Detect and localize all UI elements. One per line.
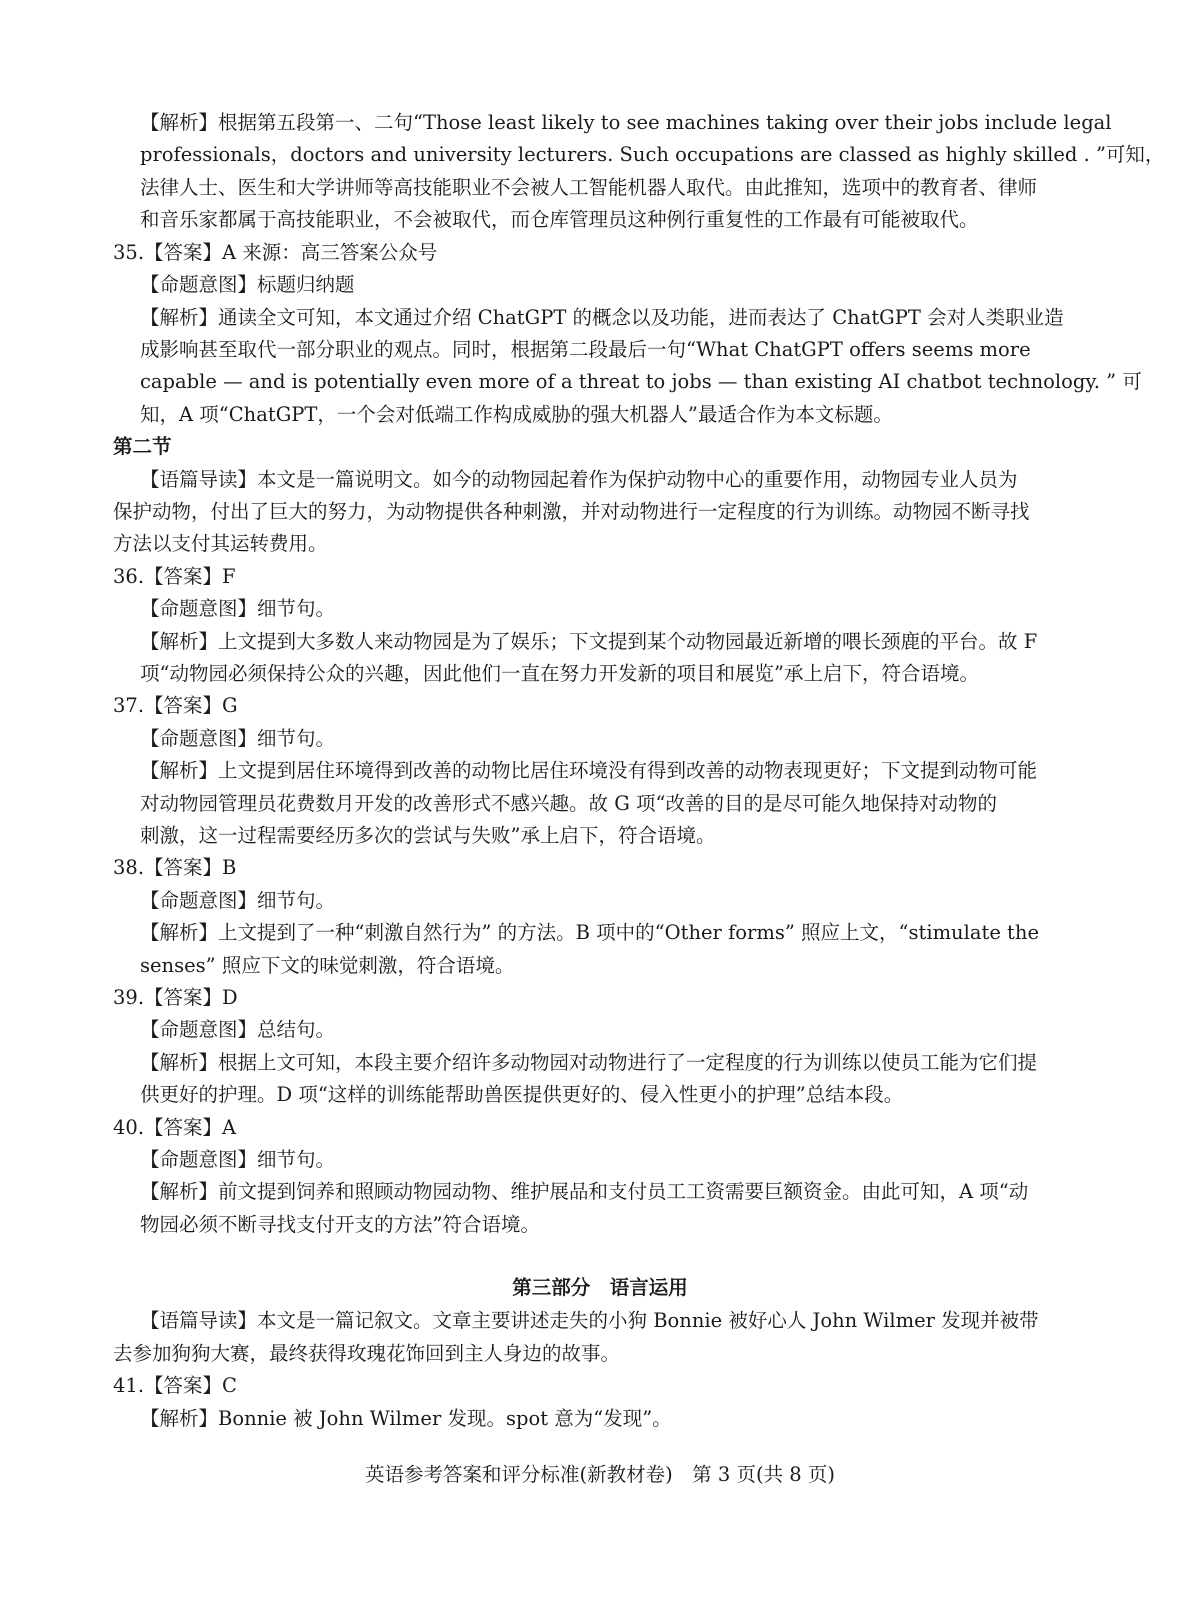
analysis-q39-line1: 【解析】根据上文可知，本段主要介绍许多动物园对动物进行了一定程度的行为训练以使员工能为它们提 bbox=[140, 1051, 1038, 1074]
intent-q35: 【命题意图】标题归纳题 bbox=[140, 273, 355, 296]
answer-q40: 40.【答案】A bbox=[113, 1116, 237, 1139]
section-heading-part2: 第二节 bbox=[113, 435, 172, 458]
intent-q38: 【命题意图】细节句。 bbox=[140, 889, 336, 912]
analysis-q35-line4: 知，A 项“ChatGPT，一个会对低端工作构成威胁的强大机器人”最适合作为本文标题。 bbox=[140, 403, 893, 426]
answer-q36: 36.【答案】F bbox=[113, 565, 236, 588]
intent-q39: 【命题意图】总结句。 bbox=[140, 1018, 336, 1041]
analysis-q37-line3: 刺激，这一过程需要经历多次的尝试与失败”承上启下，符合语境。 bbox=[140, 824, 716, 847]
intent-q37: 【命题意图】细节句。 bbox=[140, 727, 336, 750]
answer-q35: 35.【答案】A 来源：高三答案公众号 bbox=[113, 241, 438, 264]
analysis-q39-line2: 供更好的护理。D 项“这样的训练能帮助兽医提供更好的、侵入性更小的护理”总结本段。 bbox=[140, 1083, 904, 1106]
analysis-q41: 【解析】Bonnie 被 John Wilmer 发现。spot 意为“发现”。 bbox=[140, 1407, 672, 1430]
analysis-q34-line3: 法律人士、医生和大学讲师等高技能职业不会被人工智能机器人取代。由此推知，选项中的教育者、律师 bbox=[140, 176, 1038, 199]
analysis-q34-line2: professionals，doctors and university lecturers. Such occupations are classed as highly skilled . ”可知， bbox=[140, 143, 1165, 166]
analysis-q36-line1: 【解析】上文提到大多数人来动物园是为了娱乐；下文提到某个动物园最近新增的喂长颈鹿的平台。故 F bbox=[140, 630, 1038, 653]
analysis-q35-line1: 【解析】通读全文可知，本文通过介绍 ChatGPT 的概念以及功能，进而表达了 ChatGPT 会对人类职业造 bbox=[140, 306, 1064, 329]
passage-guide-line1: 【语篇导读】本文是一篇说明文。如今的动物园起着作为保护动物中心的重要作用，动物园专业人员为 bbox=[140, 468, 1018, 491]
answer-q39: 39.【答案】D bbox=[113, 986, 238, 1009]
analysis-q34-line4: 和音乐家都属于高技能职业，不会被取代，而仓库管理员这种例行重复性的工作最有可能被取代。 bbox=[140, 208, 979, 231]
analysis-q40-line1: 【解析】前文提到饲养和照顾动物园动物、维护展品和支付员工工资需要巨额资金。由此可知，A 项“动 bbox=[140, 1180, 1029, 1203]
intent-q40: 【命题意图】细节句。 bbox=[140, 1148, 336, 1171]
intent-q36: 【命题意图】细节句。 bbox=[140, 597, 336, 620]
analysis-q35-line2: 成影响甚至取代一部分职业的观点。同时，根据第二段最后一句“What ChatGPT offers seems more bbox=[140, 338, 1031, 361]
analysis-q35-line3: capable — and is potentially even more of a threat to jobs — than existing AI chatbot technology. ” 可 bbox=[140, 370, 1142, 393]
analysis-q37-line1: 【解析】上文提到居住环境得到改善的动物比居住环境没有得到改善的动物表现更好；下文提到动物可能 bbox=[140, 759, 1038, 782]
answer-q38: 38.【答案】B bbox=[113, 856, 237, 879]
answer-q41: 41.【答案】C bbox=[113, 1374, 237, 1397]
analysis-q38-line2: senses” 照应下文的味觉刺激，符合语境。 bbox=[140, 954, 515, 977]
analysis-q40-line2: 物园必须不断寻找支付开支的方法”符合语境。 bbox=[140, 1213, 540, 1236]
passage-guide-line2: 保护动物，付出了巨大的努力，为动物提供各种刺激，并对动物进行一定程度的行为训练。动物园不断寻找 bbox=[113, 500, 1030, 523]
answer-q37: 37.【答案】G bbox=[113, 694, 238, 717]
analysis-q37-line2: 对动物园管理员花费数月开发的改善形式不感兴趣。故 G 项“改善的目的是尽可能久地保持对动物的 bbox=[140, 792, 997, 815]
passage-guide-part3-line1: 【语篇导读】本文是一篇记叙文。文章主要讲述走失的小狗 Bonnie 被好心人 John Wilmer 发现并被带 bbox=[140, 1309, 1039, 1332]
page-footer: 英语参考答案和评分标准(新教材卷) 第 3 页(共 8 页) bbox=[364, 1463, 836, 1486]
analysis-q34-line1: 【解析】根据第五段第一、二句“Those least likely to see machines taking over their jobs include legal bbox=[140, 111, 1112, 134]
passage-guide-line3: 方法以支付其运转费用。 bbox=[113, 532, 328, 555]
analysis-q36-line2: 项“动物园必须保持公众的兴趣，因此他们一直在努力开发新的项目和展览”承上启下，符合语境。 bbox=[140, 662, 979, 685]
section-heading-part3: 第三部分 语言运用 bbox=[512, 1276, 688, 1299]
analysis-q38-line1: 【解析】上文提到了一种“刺激自然行为” 的方法。B 项中的“Other forms” 照应上文，“stimulate the bbox=[140, 921, 1039, 944]
passage-guide-part3-line2: 去参加狗狗大赛，最终获得玫瑰花饰回到主人身边的故事。 bbox=[113, 1342, 621, 1365]
